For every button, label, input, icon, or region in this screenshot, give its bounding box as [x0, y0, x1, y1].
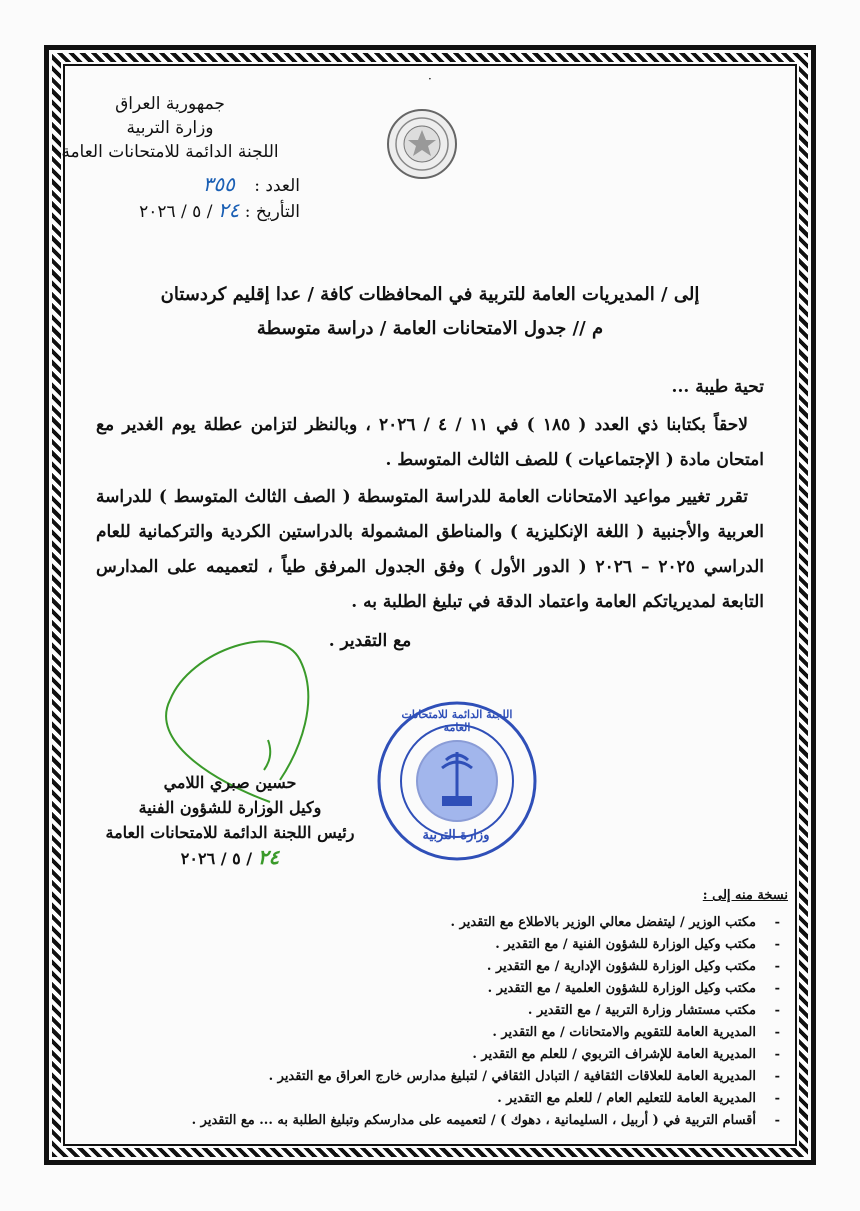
copy-recipient-text: مكتب وكيل الوزارة للشؤون العلمية / مع التقدير . — [487, 981, 756, 996]
dot-mark: · — [428, 72, 432, 86]
list-dash: - — [774, 1047, 780, 1062]
copy-recipient-text: أقسام التربية في ( أربيل ، السليمانية ، دهوك ) / لتعميمه على مدارسكم وتبليغ الطلبة به ... مع التقدير . — [191, 1113, 756, 1128]
stamp-ring-text: اللجنة الدائمة للامتحانات العامة — [401, 708, 513, 734]
letter-date-label: التأريخ : — [244, 202, 300, 222]
list-dash: - — [774, 1069, 780, 1084]
letterhead — [40, 92, 300, 164]
copy-recipient-item — [100, 1088, 780, 1110]
closing: مع التقدير . — [328, 631, 412, 651]
copy-recipient-text: مكتب مستشار وزارة التربية / مع التقدير . — [527, 1003, 756, 1018]
copy-recipient-text: المديرية العامة للتقويم والامتحانات / مع التقدير . — [492, 1025, 756, 1040]
signatory-block — [100, 770, 360, 871]
copy-recipient-item — [100, 1110, 780, 1132]
reference-number — [60, 172, 300, 196]
copy-recipient-text: مكتب وكيل الوزارة للشؤون الإدارية / مع التقدير . — [486, 959, 756, 974]
paragraph-2: تقرر تغيير مواعيد الامتحانات العامة للدراسة المتوسطة ( الصف الثالث المتوسط ) للدراسة العربية والأجنبية ( اللغة الإنكليزية ) والمناطق المشمولة بالدراستين الكردية والتركمانية للعام الدراسي ٢٠٢٥ – ٢٠٢٦ ( الدور الأول ) وفق الجدول المرفق طياً ، لتعميمه على المدارس التابعة لمديرياتكم العامة واعتماد الدقة في تبليغ الطلبة به . — [96, 487, 765, 612]
copies-list — [100, 912, 780, 1132]
list-dash: - — [774, 981, 780, 996]
list-dash: - — [774, 1025, 780, 1040]
copy-recipient-text: المديرية العامة للعلاقات الثقافية / التبادل الثقافي / لتبليغ مدارس خارج العراق مع التقدير . — [268, 1069, 756, 1084]
copy-recipient-item — [100, 1000, 780, 1022]
country-name: جمهورية العراق — [115, 94, 225, 114]
copy-recipient-item — [100, 912, 780, 934]
copy-recipient-item — [100, 1044, 780, 1066]
copies-title: نسخة منه إلى : — [702, 888, 788, 903]
list-dash: - — [774, 1091, 780, 1106]
signature-date-day: ٢٤ — [257, 845, 280, 869]
subject-line: م // جدول الامتحانات العامة / دراسة متوسطة — [256, 318, 604, 339]
copy-recipient-item — [100, 1022, 780, 1044]
letter-date-day: ٢٤ — [217, 198, 240, 222]
signatory-title-2: رئيس اللجنة الدائمة للامتحانات العامة — [105, 823, 355, 842]
list-dash: - — [774, 959, 780, 974]
signature-date — [100, 845, 360, 871]
copy-recipient-text: المديرية العامة للإشراف التربوي / للعلم مع التقدير . — [472, 1047, 756, 1062]
copy-recipient-text: مكتب الوزير / ليتفضل معالي الوزير بالاطلاع مع التقدير . — [450, 915, 756, 930]
greeting: تحية طيبة ... — [671, 377, 764, 397]
copy-recipient-item — [100, 978, 780, 1000]
letter-date — [60, 198, 300, 222]
signature-date-rest: / ٥ / ٢٠٢٦ — [180, 849, 253, 868]
list-dash: - — [774, 915, 780, 930]
copy-recipient-item — [100, 934, 780, 956]
signatory-name: حسين صبري اللامي — [163, 773, 297, 792]
reference-number-label: العدد : — [254, 176, 300, 196]
ministry-emblem-icon — [386, 108, 458, 180]
signatory-title-1: وكيل الوزارة للشؤون الفنية — [138, 798, 322, 817]
copy-recipient-text: مكتب وكيل الوزارة للشؤون الفنية / مع التقدير . — [495, 937, 756, 952]
list-dash: - — [774, 1113, 780, 1128]
copy-recipient-text: المديرية العامة للتعليم العام / للعلم مع التقدير . — [497, 1091, 756, 1106]
list-dash: - — [774, 1003, 780, 1018]
copy-recipient-item — [100, 956, 780, 978]
paragraph-1: لاحقاً بكتابنا ذي العدد ( ١٨٥ ) في ١١ / ٤ / ٢٠٢٦ ، وبالنظر لتزامن عطلة يوم الغدير مع امتحان مادة ( الإجتماعيات ) للصف الثالث المتوسط . — [96, 415, 764, 470]
ministry-name: وزارة التربية — [126, 118, 214, 138]
letter-date-rest: / ٥ / ٢٠٢٦ — [139, 202, 213, 222]
list-dash: - — [774, 937, 780, 952]
committee-name: اللجنة الدائمة للامتحانات العامة — [61, 142, 279, 162]
reference-number-value: ٣٥٥ — [202, 172, 235, 196]
copy-recipient-item — [100, 1066, 780, 1088]
stamp-bottom-text: وزارة التربية — [422, 828, 490, 843]
recipient-line: إلى / المديريات العامة للتربية في المحافظات كافة / عدا إقليم كردستان — [160, 284, 700, 305]
